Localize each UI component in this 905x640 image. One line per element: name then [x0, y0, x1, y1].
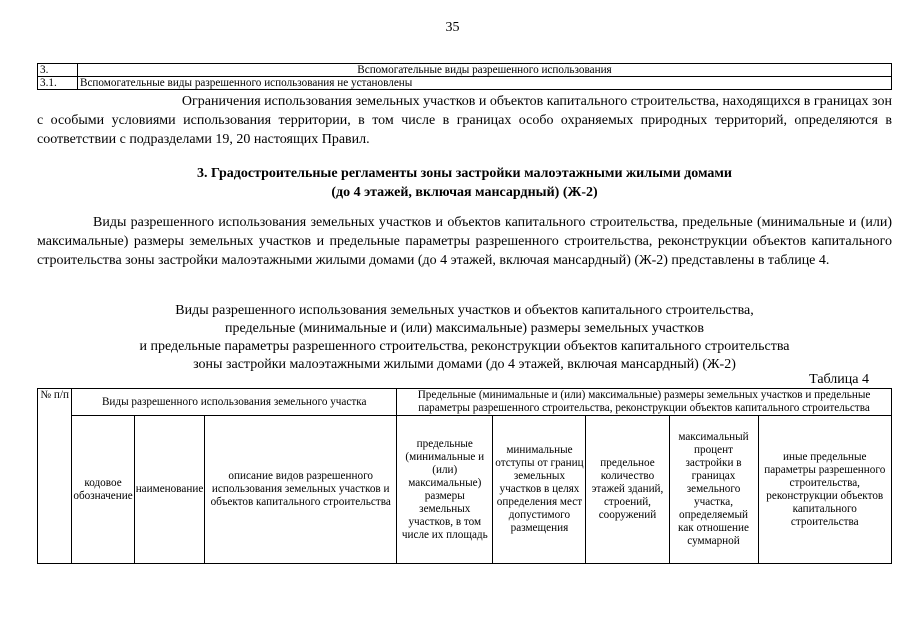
paragraph-restrictions: с особыми условиями использования территории, в том числе в границах особо охраняемых природных территорий, определяются в соответствии с подразделами 19, 20 настоящих Правил.	[37, 113, 892, 147]
table-caption-line-4: зоны застройки малоэтажными жилыми домами (до 4 этажей, включая мансардный) (Ж-2)	[193, 357, 736, 372]
column-header-name: наименование	[134, 416, 205, 564]
table-caption-line-3: и предельные параметры разрешенного строительства, реконструкции объектов капитального строительства	[139, 339, 790, 354]
table-header-row	[38, 389, 892, 416]
paragraph-intro: Виды разрешенного использования земельных участков и объектов капитального строительства, предельные (минимальные и (или) максимальные) размеры земельных участков и предельные параметры разрешенного строительства, реконструкции объектов капитального строительства зоны застройки малоэтажными жилыми домами (до 4 этажей, включая мансардный) (Ж-2) представлены в таблице 4.	[37, 215, 892, 268]
table-subheader-row	[38, 416, 892, 564]
column-header-floors: предельное количество этажей зданий, строений, сооружений	[586, 416, 669, 564]
column-header-other-params: иные предельные параметры разрешенного строительства, реконструкции объектов капитального строительства	[758, 416, 892, 564]
column-header-description: описание видов разрешенного использования земельных участков и объектов капитального строительства	[205, 416, 397, 564]
table-row	[38, 77, 892, 90]
column-header-coverage: максимальный процент застройки в границах земельного участка, определяемый как отношение суммарной	[669, 416, 758, 564]
row-number: 3.1.	[38, 77, 78, 90]
column-header-number: № п/п	[38, 389, 72, 564]
column-group-header-parameters: Предельные (минимальные и (или) максимальные) размеры земельных участков и предельные параметры разрешенного строительства, реконструкции объектов капитального строительства	[397, 389, 892, 416]
row-number: 3.	[38, 64, 78, 77]
section-heading-line-1: 3. Градостроительные регламенты зоны застройки малоэтажными жилыми домами	[196, 166, 732, 181]
table-row	[38, 64, 892, 77]
column-group-header-use-types: Виды разрешенного использования земельного участка	[72, 389, 397, 416]
column-header-code: кодовое обозначение	[72, 416, 134, 564]
page-number: 35	[445, 20, 460, 35]
column-header-plot-sizes: предельные (минимальные и (или) максимальные) размеры земельных участков, в том числе их площадь	[397, 416, 493, 564]
paragraph-restrictions-line-1: Ограничения использования земельных участков и объектов капитального строительства, находящихся в границах зон	[181, 94, 892, 109]
table-label: Таблица 4	[809, 372, 869, 387]
main-table	[37, 388, 892, 564]
top-table	[37, 63, 892, 90]
row-text: Вспомогательные виды разрешенного использования	[78, 64, 892, 77]
table-caption-line-2: предельные (минимальные и (или) максимальные) размеры земельных участков	[225, 321, 704, 336]
table-caption-line-1: Виды разрешенного использования земельных участков и объектов капитального строительства,	[175, 303, 754, 318]
column-header-setbacks: минимальные отступы от границ земельных участков в целях определения мест допустимого размещения	[493, 416, 586, 564]
row-text: Вспомогательные виды разрешенного использования не установлены	[78, 77, 892, 90]
section-heading-line-2: (до 4 этажей, включая мансардный) (Ж-2)	[331, 185, 598, 200]
